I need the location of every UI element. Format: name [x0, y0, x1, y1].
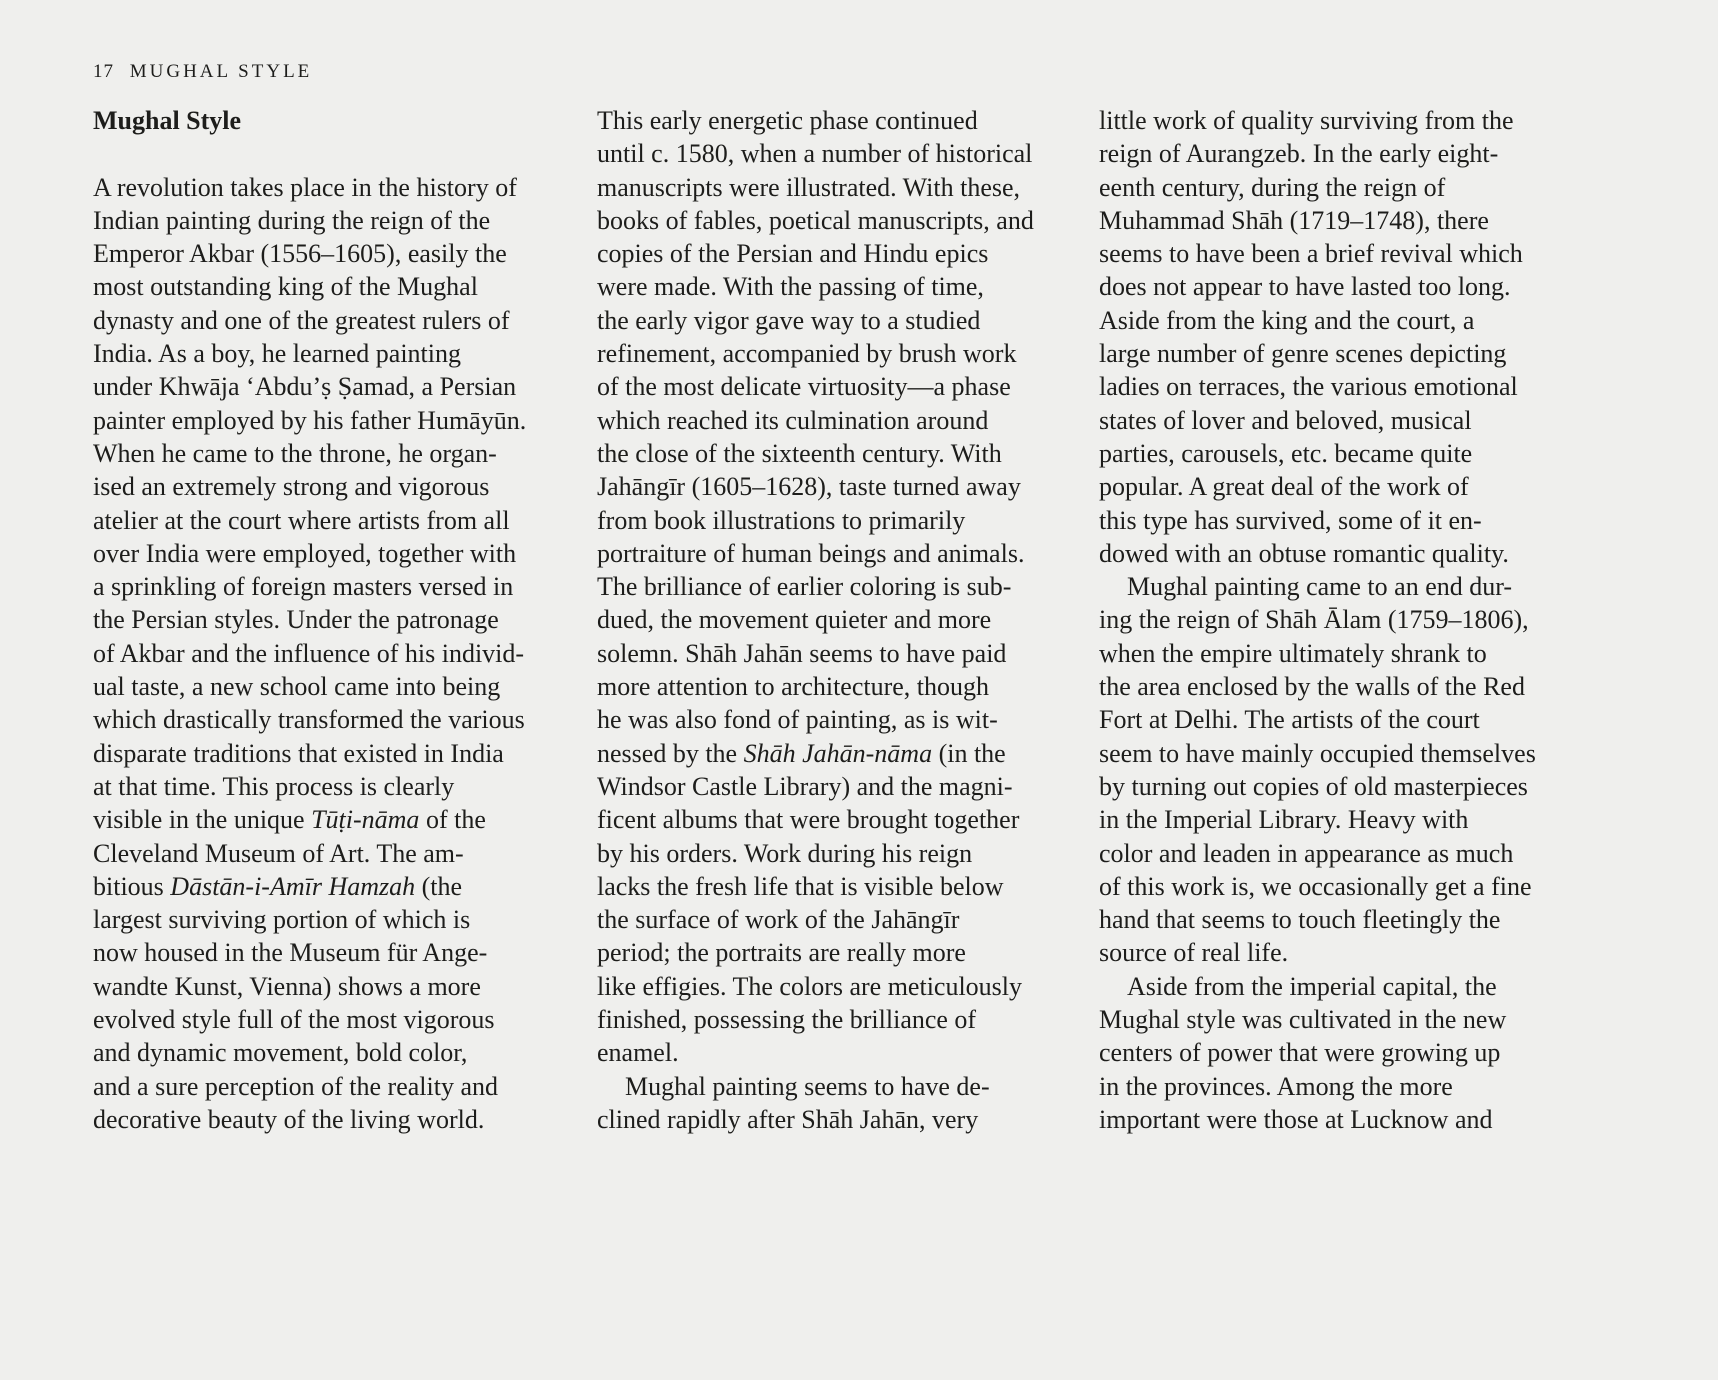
text-line: he was also fond of painting, as is wit- — [597, 705, 998, 735]
text-line: wandte Kunst, Vienna) shows a more — [93, 971, 481, 1001]
text-line: color and leaden in appearance as much — [1099, 838, 1514, 868]
text-line: the early vigor gave way to a studied — [597, 305, 981, 335]
text-line: and dynamic movement, bold color, — [93, 1038, 468, 1068]
text-line: centers of power that were growing up — [1099, 1038, 1501, 1068]
text-line: Indian painting during the reign of the — [93, 205, 491, 235]
text-line: manuscripts were illustrated. With these, — [597, 172, 1021, 202]
text-segment: (the — [415, 871, 463, 901]
text-line: period; the portraits are really more — [597, 938, 966, 968]
text-line: little work of quality surviving from the — [1099, 106, 1514, 135]
text-line: states of lover and beloved, musical — [1099, 405, 1472, 435]
text-line: finished, possessing the brilliance of — [597, 1005, 977, 1035]
text-line: the close of the sixteenth century. With — [597, 438, 1002, 468]
text-line: dued, the movement quieter and more — [597, 605, 992, 635]
text-line: Mughal style was cultivated in the new — [1099, 1005, 1507, 1035]
text-line: decorative beauty of the living world. — [93, 1104, 485, 1134]
text-line: Mughal painting seems to have de- — [625, 1071, 990, 1101]
running-head-section: MUGHAL STYLE — [129, 61, 313, 82]
text-line: portraiture of human beings and animals. — [597, 538, 1025, 568]
text-line: Muhammad Shāh (1719–1748), there — [1099, 205, 1489, 235]
text-line: reign of Aurangzeb. In the early eight- — [1099, 139, 1499, 169]
text-line: by turning out copies of old masterpieces — [1099, 771, 1528, 801]
text-line: of the most delicate virtuosity—a phase — [597, 372, 1011, 402]
text-line: ficent albums that were brought together — [597, 805, 1020, 835]
text-line: which drastically transformed the various — [93, 705, 525, 735]
text-segment: (in the — [932, 738, 1006, 768]
text-line — [93, 803, 583, 836]
text-line: India. As a boy, he learned painting — [93, 339, 461, 369]
text-line: of Akbar and the influence of his individ- — [93, 638, 525, 668]
text-line: by his orders. Work during his reign — [597, 838, 973, 868]
text-line: Jahāngīr (1605–1628), taste turned away — [597, 472, 1021, 502]
text-line: Cleveland Museum of Art. The am- — [93, 838, 464, 868]
text-line: in the Imperial Library. Heavy with — [1099, 805, 1469, 835]
text-column-1 — [93, 104, 583, 1136]
text-line: most outstanding king of the Mughal — [93, 272, 478, 302]
text-line: ladies on terraces, the various emotional — [1099, 372, 1518, 402]
text-line: large number of genre scenes depicting — [1099, 339, 1507, 369]
text-line: Mughal painting came to an end dur- — [1127, 572, 1513, 602]
text-line: largest surviving portion of which is — [93, 905, 471, 935]
running-head — [93, 61, 312, 83]
text-line: of this work is, we occasionally get a fine — [1099, 871, 1532, 901]
text-line: the surface of work of the Jahāngīr — [597, 905, 960, 935]
text-line: The brilliance of earlier coloring is sub- — [597, 572, 1012, 602]
text-line: which reached its culmination around — [597, 405, 989, 435]
text-line: A revolution takes place in the history of — [93, 172, 517, 202]
text-line: this type has survived, some of it en- — [1099, 505, 1482, 535]
text-line: books of fables, poetical manuscripts, and — [597, 205, 1034, 235]
text-line: atelier at the court where artists from all — [93, 505, 510, 535]
text-line: Windsor Castle Library) and the magni- — [597, 771, 1013, 801]
text-line: the Persian styles. Under the patronage — [93, 605, 499, 635]
text-line: important were those at Lucknow and — [1099, 1104, 1493, 1134]
text-line: like effigies. The colors are meticulously — [597, 971, 1023, 1001]
text-line: were made. With the passing of time, — [597, 272, 984, 302]
text-line: does not appear to have lasted too long. — [1099, 272, 1511, 302]
text-line: painter employed by his father Humāyūn. — [93, 405, 527, 435]
italic-title: Shāh Jahān-nāma — [743, 738, 933, 768]
text-line: When he came to the throne, he organ- — [93, 438, 497, 468]
text-line: Aside from the king and the court, a — [1099, 305, 1475, 335]
text-line: refinement, accompanied by brush work — [597, 339, 1017, 369]
text-line: seems to have been a brief revival which — [1099, 239, 1523, 269]
text-segment: nessed by the — [597, 738, 744, 768]
text-line: more attention to architecture, though — [597, 672, 990, 702]
text-line: ised an extremely strong and vigorous — [93, 472, 490, 502]
text-line: until c. 1580, when a number of historical — [597, 139, 1033, 169]
text-line: parties, carousels, etc. became quite — [1099, 438, 1473, 468]
text-line: seem to have mainly occupied themselves — [1099, 738, 1536, 768]
text-line: Emperor Akbar (1556–1605), easily the — [93, 239, 507, 269]
text-line: popular. A great deal of the work of — [1099, 472, 1469, 502]
text-line: This early energetic phase continued — [597, 106, 978, 135]
text-line: ing the reign of Shāh Ālam (1759–1806), — [1099, 605, 1529, 635]
text-line — [597, 737, 1087, 770]
text-line: solemn. Shāh Jahān seems to have paid — [597, 638, 1007, 668]
text-line: ual taste, a new school came into being — [93, 672, 501, 702]
text-line: a sprinkling of foreign masters versed in — [93, 572, 514, 602]
text-line: and a sure perception of the reality and — [93, 1071, 498, 1101]
text-line: Fort at Delhi. The artists of the court — [1099, 705, 1480, 735]
text-column-3 — [1099, 104, 1589, 1136]
text-line: clined rapidly after Shāh Jahān, very — [597, 1104, 979, 1134]
text-line: eenth century, during the reign of — [1099, 172, 1446, 202]
text-segment: of the — [419, 805, 486, 835]
italic-title: Tūṭi-nāma — [311, 805, 420, 835]
italic-title: Dāstān-i-Amīr Hamzah — [170, 871, 416, 901]
text-line: enamel. — [597, 1038, 679, 1068]
text-line: evolved style full of the most vigorous — [93, 1005, 495, 1035]
text-line: hand that seems to touch fleetingly the — [1099, 905, 1501, 935]
text-line: disparate traditions that existed in India — [93, 738, 504, 768]
text-line: dynasty and one of the greatest rulers of — [93, 305, 510, 335]
text-line: under Khwāja ‘Abdu’ṣ Ṣamad, a Persian — [93, 372, 517, 402]
text-line: at that time. This process is clearly — [93, 771, 455, 801]
text-line: now housed in the Museum für Ange- — [93, 938, 488, 968]
text-line: Aside from the imperial capital, the — [1127, 971, 1497, 1001]
text-line: copies of the Persian and Hindu epics — [597, 239, 989, 269]
page-number: 17 — [93, 61, 114, 82]
text-segment: visible in the unique — [93, 805, 312, 835]
text-line: the area enclosed by the walls of the Red — [1099, 672, 1525, 702]
text-line: when the empire ultimately shrank to — [1099, 638, 1487, 668]
section-title: Mughal Style — [93, 106, 242, 135]
text-line — [93, 870, 583, 903]
text-line: over India were employed, together with — [93, 538, 517, 568]
text-line: source of real life. — [1099, 938, 1289, 968]
text-line: from book illustrations to primarily — [597, 505, 966, 535]
text-line: in the provinces. Among the more — [1099, 1071, 1453, 1101]
text-line: dowed with an obtuse romantic quality. — [1099, 538, 1509, 568]
text-column-2 — [597, 104, 1087, 1136]
text-segment: bitious — [93, 871, 171, 901]
text-line: lacks the fresh life that is visible below — [597, 871, 1004, 901]
